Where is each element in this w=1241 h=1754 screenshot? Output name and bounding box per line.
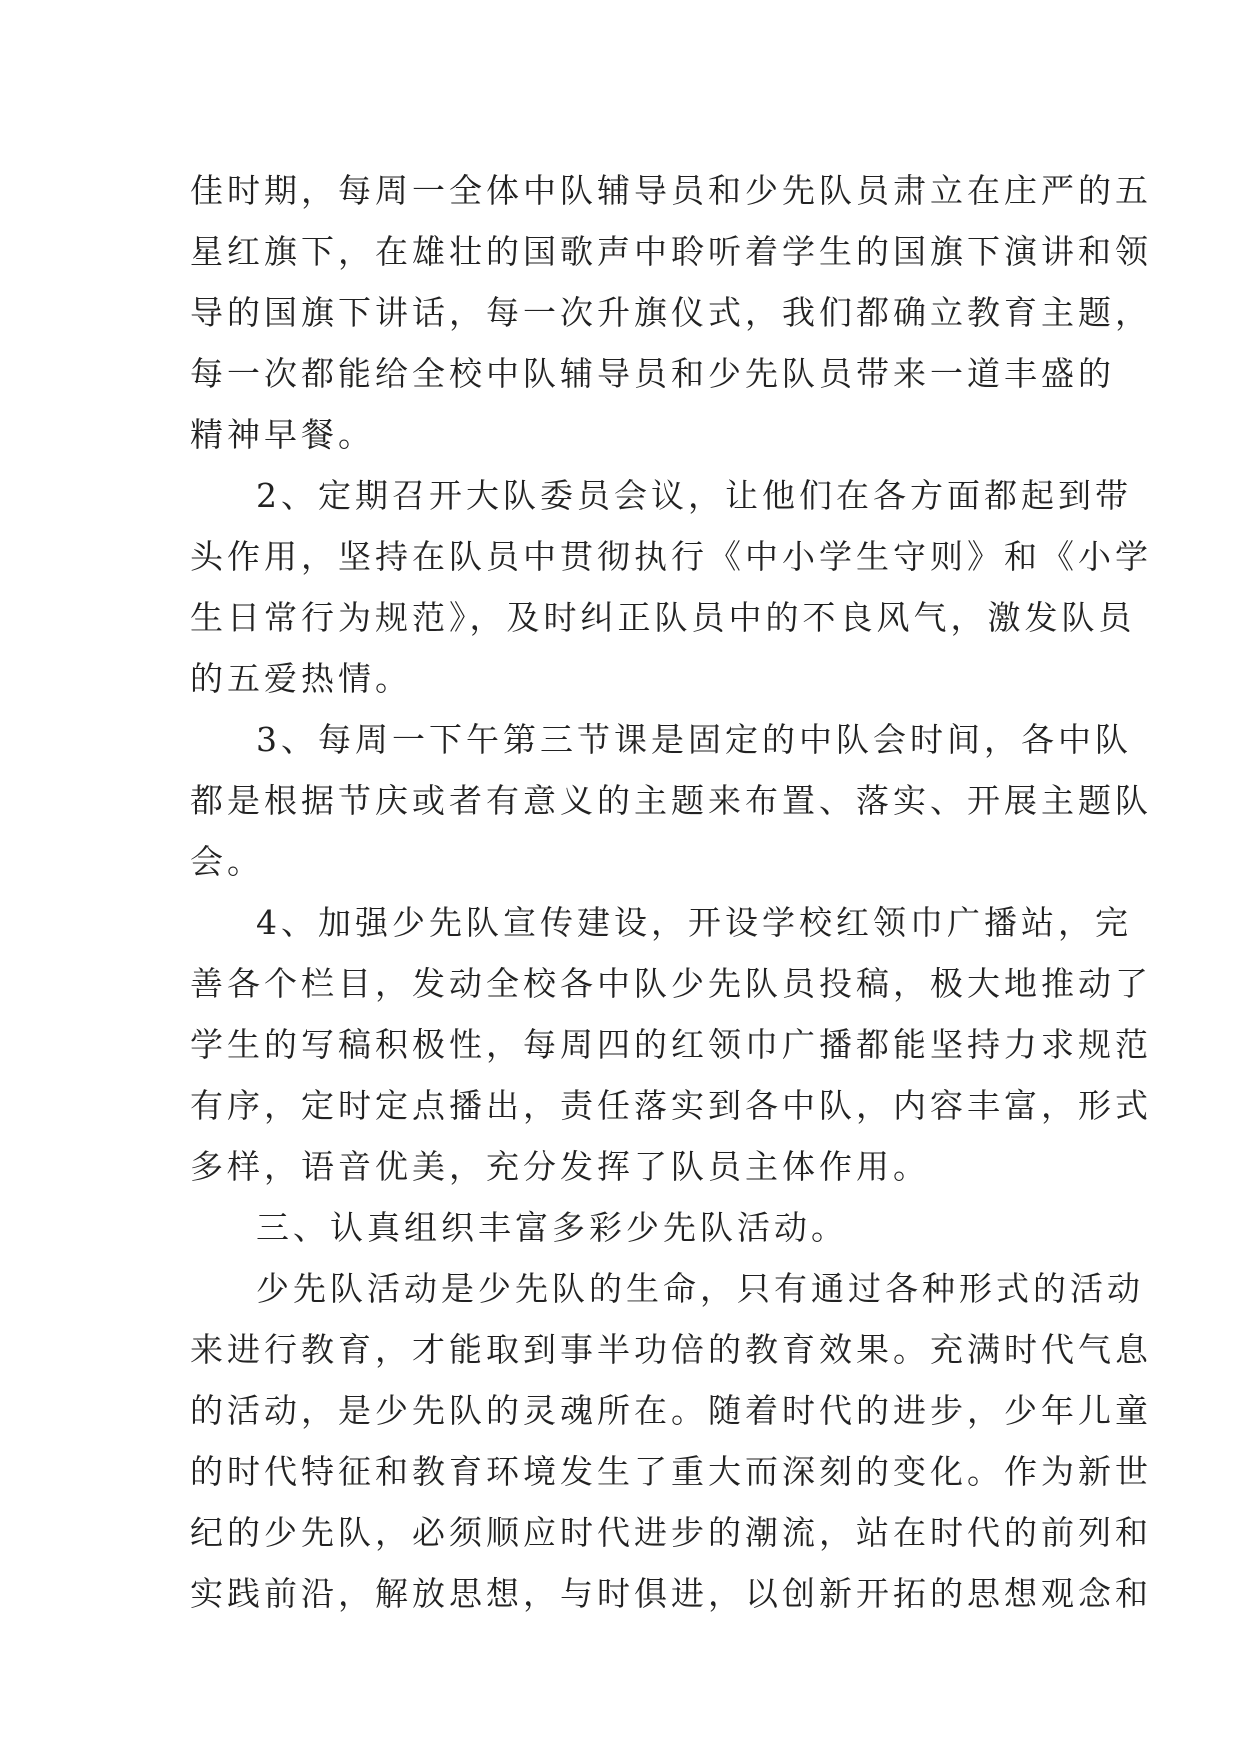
text-line: 2、定期召开大队委员会议，让他们在各方面都起到带 [256, 476, 1132, 515]
text-line: 会。 [190, 842, 264, 881]
text-line: 的活动，是少先队的灵魂所在。随着时代的进步，少年儿童 [190, 1391, 1152, 1430]
document-body [190, 160, 1152, 1624]
text-line: 4、加强少先队宣传建设，开设学校红领巾广播站，完 [256, 903, 1132, 942]
text-line: 都是根据节庆或者有意义的主题来布置、落实、开展主题队 [190, 781, 1152, 820]
text-line: 精神早餐。 [190, 415, 375, 454]
text-line: 实践前沿，解放思想，与时俱进，以创新开拓的思想观念和 [190, 1574, 1152, 1613]
text-line: 导的国旗下讲话，每一次升旗仪式，我们都确立教育主题， [190, 293, 1152, 332]
text-line: 头作用，坚持在队员中贯彻执行《中小学生守则》和《小学 [190, 537, 1152, 576]
text-line: 3、每周一下午第三节课是固定的中队会时间，各中队 [256, 720, 1132, 759]
text-line: 佳时期，每周一全体中队辅导员和少先队员肃立在庄严的五 [190, 171, 1152, 210]
text-line: 善各个栏目，发动全校各中队少先队员投稿，极大地推动了 [190, 964, 1152, 1003]
section-heading: 三、认真组织丰富多彩少先队活动。 [256, 1208, 848, 1247]
text-line: 的五爱热情。 [190, 659, 412, 698]
text-line: 多样，语音优美，充分发挥了队员主体作用。 [190, 1147, 930, 1186]
text-line: 的时代特征和教育环境发生了重大而深刻的变化。作为新世 [190, 1452, 1152, 1491]
text-line: 纪的少先队，必须顺应时代进步的潮流，站在时代的前列和 [190, 1513, 1152, 1552]
text-line: 有序，定时定点播出，责任落实到各中队，内容丰富，形式 [190, 1086, 1152, 1125]
text-line: 来进行教育，才能取到事半功倍的教育效果。充满时代气息 [190, 1330, 1152, 1369]
text-line: 少先队活动是少先队的生命，只有通过各种形式的活动 [256, 1269, 1144, 1308]
text-line: 星红旗下，在雄壮的国歌声中聆听着学生的国旗下演讲和领 [190, 232, 1152, 271]
text-line: 生日常行为规范》，及时纠正队员中的不良风气，激发队员 [190, 598, 1136, 637]
text-line: 学生的写稿积极性，每周四的红领巾广播都能坚持力求规范 [190, 1025, 1152, 1064]
text-line: 每一次都能给全校中队辅导员和少先队员带来一道丰盛的 [190, 354, 1115, 393]
